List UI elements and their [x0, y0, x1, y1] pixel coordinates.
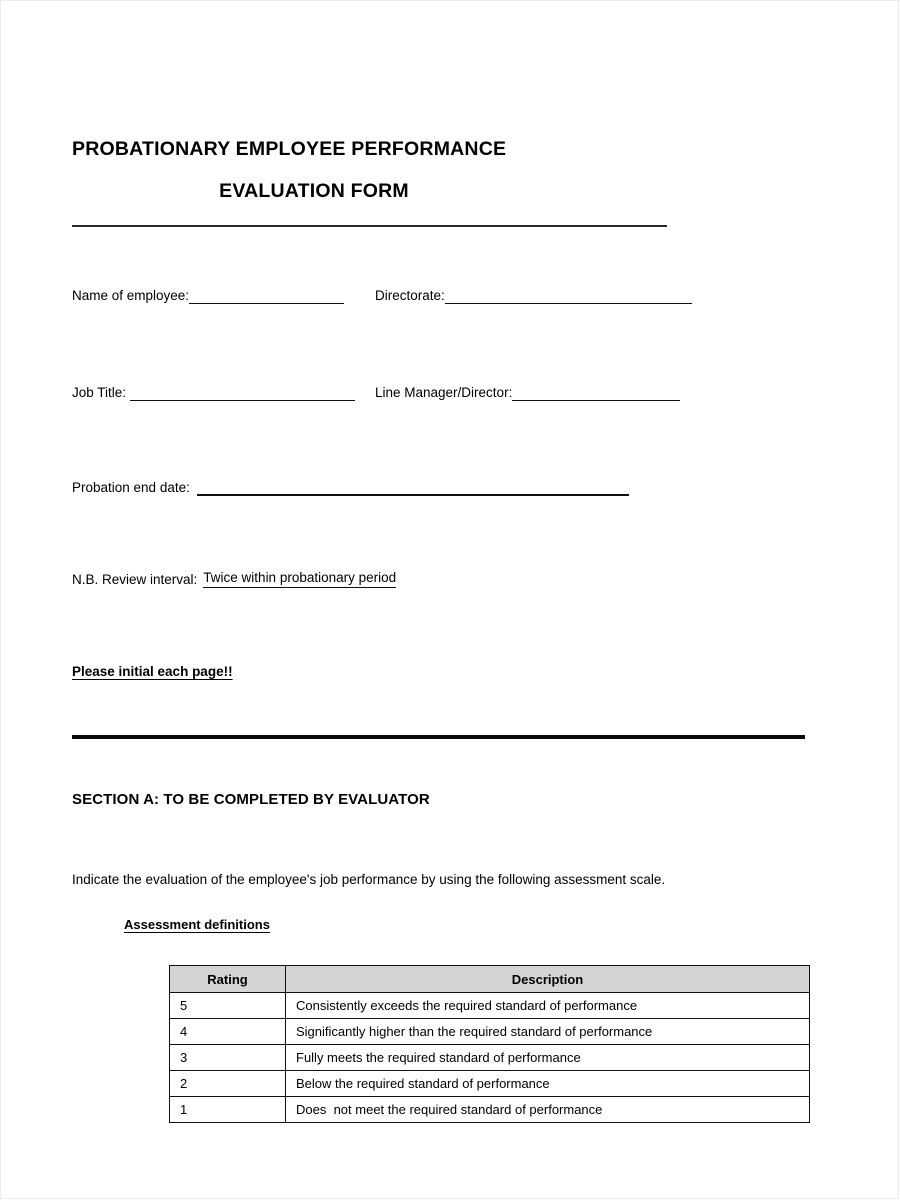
cell-rating: 3 [170, 1045, 286, 1071]
field-label-probation-end-date: Probation end date: [72, 480, 190, 495]
document-title [72, 128, 668, 212]
cell-description: Fully meets the required standard of performance [286, 1045, 810, 1071]
cell-rating: 5 [170, 993, 286, 1019]
form-row-review-interval [72, 566, 832, 588]
field-blank-line-manager[interactable] [512, 386, 680, 401]
section-a-instruction: Indicate the evaluation of the employee's job performance by using the following assessment scale. [72, 872, 666, 887]
table-header-row [170, 966, 810, 993]
table-row [170, 1071, 810, 1097]
field-label-line-manager: Line Manager/Director: [375, 385, 513, 400]
field-blank-probation-end-date[interactable] [197, 481, 629, 496]
field-label-review-interval: N.B. Review interval: [72, 572, 198, 587]
column-header-rating: Rating [170, 966, 286, 993]
cell-rating: 1 [170, 1097, 286, 1123]
cell-description: Significantly higher than the required standard of performance [286, 1019, 810, 1045]
field-probation-end-date[interactable] [72, 480, 629, 496]
cell-description: Consistently exceeds the required standard of performance [286, 993, 810, 1019]
section-a-heading: SECTION A: TO BE COMPLETED BY EVALUATOR [72, 791, 430, 808]
form-row-probation-end-date [72, 474, 832, 496]
assessment-definitions-table [169, 965, 810, 1123]
field-blank-job-title[interactable] [130, 386, 355, 401]
field-line-manager[interactable] [375, 385, 680, 401]
field-name-of-employee[interactable] [72, 288, 344, 304]
column-header-description: Description [286, 966, 810, 993]
table-row [170, 1045, 810, 1071]
field-label-directorate: Directorate: [375, 288, 445, 303]
cell-rating: 4 [170, 1019, 286, 1045]
field-blank-directorate[interactable] [445, 289, 692, 304]
section-divider [72, 735, 805, 739]
field-job-title[interactable] [72, 385, 355, 401]
assessment-definitions-subheading: Assessment definitions [124, 917, 270, 932]
field-blank-name-of-employee[interactable] [189, 289, 344, 304]
form-row-name [72, 282, 832, 304]
cell-description: Does not meet the required standard of performance [286, 1097, 810, 1123]
cell-description: Below the required standard of performance [286, 1071, 810, 1097]
title-line-2: EVALUATION FORM [219, 180, 409, 202]
initial-each-page-notice: Please initial each page!! [72, 664, 233, 679]
title-divider [72, 225, 667, 227]
field-review-interval [72, 570, 396, 588]
field-directorate[interactable] [375, 288, 692, 304]
form-row-job-title [72, 379, 832, 401]
title-line-1: PROBATIONARY EMPLOYEE PERFORMANCE [72, 138, 507, 160]
field-label-job-title: Job Title: [72, 385, 127, 400]
table-row [170, 1019, 810, 1045]
cell-rating: 2 [170, 1071, 286, 1097]
field-label-name-of-employee: Name of employee: [72, 288, 190, 303]
field-value-review-interval: Twice within probationary period [203, 570, 396, 588]
table-row [170, 1097, 810, 1123]
table-row [170, 993, 810, 1019]
